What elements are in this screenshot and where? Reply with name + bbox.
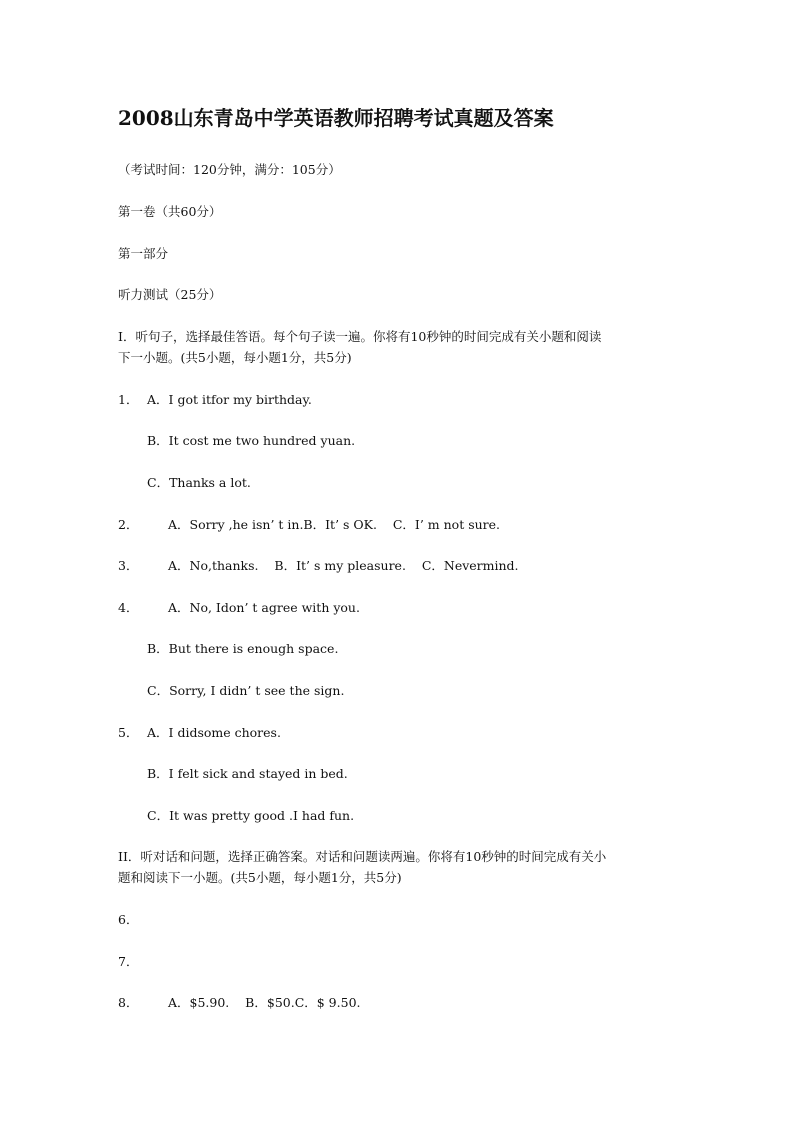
question-number: 2． — [118, 517, 139, 532]
option-c: C．It was pretty good .I had fun. — [147, 808, 355, 823]
option-c: C．Thanks a lot. — [147, 475, 251, 490]
options-line: A．$5.90. B．$50.C．$ 9.50. — [168, 995, 361, 1010]
question-number: 6． — [118, 912, 139, 927]
option-c: C．Sorry, I didn’ t see the sign. — [147, 683, 345, 698]
part-heading: 第一部分 — [118, 246, 169, 261]
exam-info: （考试时间：120分钟，满分：105分） — [118, 162, 341, 177]
option-b: B．I felt sick and stayed in bed. — [147, 766, 348, 781]
question-number: 1． — [118, 392, 139, 407]
document-title: 2008山东青岛中学英语教师招聘考试真题及答案 — [118, 106, 554, 130]
option-a: A．No, Idon’ t agree with you. — [168, 600, 360, 615]
option-b: B．But there is enough space. — [147, 641, 339, 656]
option-a: A．I didsome chores. — [147, 725, 281, 740]
option-a: A．I got itfor my birthday. — [147, 392, 312, 407]
question-number: 3． — [118, 558, 139, 573]
section1-instruction-line2: 下一小题。(共5小题，每小题1分，共5分) — [118, 350, 352, 365]
section1-instruction-line1: I．听句子，选择最佳答语。每个句子读一遍。你将有10秒钟的时间完成有关小题和阅读 — [118, 329, 602, 344]
question-number: 7． — [118, 954, 139, 969]
question-number: 8． — [118, 995, 139, 1010]
option-b: B．It cost me two hundred yuan. — [147, 433, 356, 448]
options-line: A．Sorry ,he isn’ t in.B．It’ s OK. C．I’ m not sure. — [168, 517, 501, 532]
section2-instruction-line1: II．听对话和问题，选择正确答案。对话和问题读两遍。你将有10秒钟的时间完成有关小 — [118, 849, 607, 864]
options-line: A．No,thanks. B．It’ s my pleasure. C．Nevermind. — [168, 558, 519, 573]
section2-instruction-line2: 题和阅读下一小题。(共5小题，每小题1分，共5分) — [118, 870, 402, 885]
question-number: 4． — [118, 600, 139, 615]
section-heading: 听力测试（25分） — [118, 287, 222, 302]
volume-heading: 第一卷（共60分） — [118, 204, 222, 219]
question-number: 5． — [118, 725, 139, 740]
